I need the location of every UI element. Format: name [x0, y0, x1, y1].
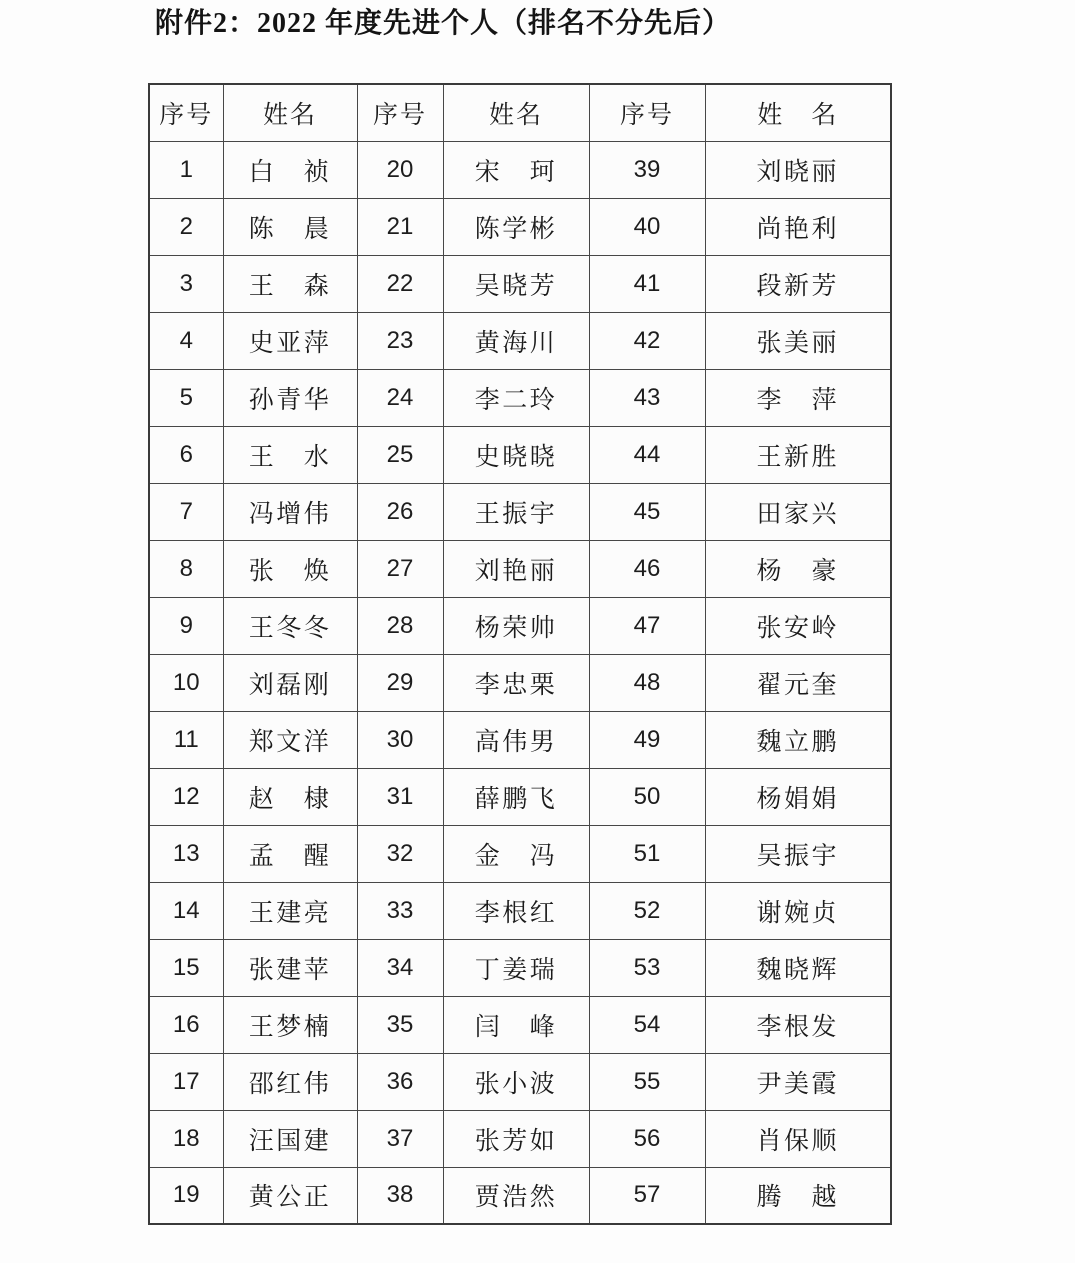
- serial-cell: 30: [357, 711, 443, 768]
- table-row: [149, 198, 891, 255]
- serial-cell: 19: [149, 1167, 223, 1224]
- name-cell: 丁姜瑞: [443, 939, 589, 996]
- serial-cell: 31: [357, 768, 443, 825]
- table-row: [149, 426, 891, 483]
- header-row: [149, 84, 891, 141]
- serial-cell: 17: [149, 1053, 223, 1110]
- name-cell: 翟元奎: [705, 654, 891, 711]
- name-cell: 腾 越: [705, 1167, 891, 1224]
- name-cell: 王 森: [223, 255, 357, 312]
- serial-cell: 57: [589, 1167, 705, 1224]
- serial-cell: 32: [357, 825, 443, 882]
- name-cell: 黄海川: [443, 312, 589, 369]
- name-cell: 陈 晨: [223, 198, 357, 255]
- header-cell: 姓 名: [705, 84, 891, 141]
- serial-cell: 38: [357, 1167, 443, 1224]
- name-cell: 白 祯: [223, 141, 357, 198]
- name-cell: 张美丽: [705, 312, 891, 369]
- name-cell: 郑文洋: [223, 711, 357, 768]
- serial-cell: 2: [149, 198, 223, 255]
- serial-cell: 10: [149, 654, 223, 711]
- name-cell: 闫 峰: [443, 996, 589, 1053]
- name-cell: 尹美霞: [705, 1053, 891, 1110]
- table-row: [149, 1110, 891, 1167]
- serial-cell: 13: [149, 825, 223, 882]
- serial-cell: 8: [149, 540, 223, 597]
- name-cell: 王建亮: [223, 882, 357, 939]
- serial-cell: 25: [357, 426, 443, 483]
- serial-cell: 40: [589, 198, 705, 255]
- name-cell: 魏立鹏: [705, 711, 891, 768]
- name-cell: 王新胜: [705, 426, 891, 483]
- name-cell: 王冬冬: [223, 597, 357, 654]
- name-cell: 冯增伟: [223, 483, 357, 540]
- name-cell: 杨 豪: [705, 540, 891, 597]
- name-cell: 杨荣帅: [443, 597, 589, 654]
- serial-cell: 43: [589, 369, 705, 426]
- serial-cell: 44: [589, 426, 705, 483]
- name-cell: 邵红伟: [223, 1053, 357, 1110]
- serial-cell: 11: [149, 711, 223, 768]
- table-row: [149, 1167, 891, 1224]
- name-cell: 高伟男: [443, 711, 589, 768]
- table-row: [149, 312, 891, 369]
- serial-cell: 55: [589, 1053, 705, 1110]
- table-row: [149, 540, 891, 597]
- table-row: [149, 825, 891, 882]
- header-cell: 序号: [149, 84, 223, 141]
- serial-cell: 52: [589, 882, 705, 939]
- serial-cell: 21: [357, 198, 443, 255]
- name-cell: 谢婉贞: [705, 882, 891, 939]
- serial-cell: 49: [589, 711, 705, 768]
- serial-cell: 48: [589, 654, 705, 711]
- name-cell: 刘晓丽: [705, 141, 891, 198]
- name-cell: 黄公正: [223, 1167, 357, 1224]
- table-row: [149, 255, 891, 312]
- table-row: [149, 768, 891, 825]
- table-row: [149, 1053, 891, 1110]
- serial-cell: 36: [357, 1053, 443, 1110]
- name-cell: 王 水: [223, 426, 357, 483]
- serial-cell: 27: [357, 540, 443, 597]
- header-cell: 姓名: [443, 84, 589, 141]
- name-cell: 张建苹: [223, 939, 357, 996]
- name-cell: 陈学彬: [443, 198, 589, 255]
- serial-cell: 16: [149, 996, 223, 1053]
- serial-cell: 54: [589, 996, 705, 1053]
- name-cell: 魏晓辉: [705, 939, 891, 996]
- table-row: [149, 597, 891, 654]
- name-cell: 李 萍: [705, 369, 891, 426]
- name-cell: 吴振宇: [705, 825, 891, 882]
- serial-cell: 24: [357, 369, 443, 426]
- name-cell: 肖保顺: [705, 1110, 891, 1167]
- name-cell: 孙青华: [223, 369, 357, 426]
- serial-cell: 35: [357, 996, 443, 1053]
- name-cell: 张安岭: [705, 597, 891, 654]
- name-cell: 张 焕: [223, 540, 357, 597]
- name-cell: 史亚萍: [223, 312, 357, 369]
- serial-cell: 28: [357, 597, 443, 654]
- header-cell: 序号: [357, 84, 443, 141]
- serial-cell: 22: [357, 255, 443, 312]
- name-cell: 张小波: [443, 1053, 589, 1110]
- table-row: [149, 939, 891, 996]
- name-cell: 孟 醒: [223, 825, 357, 882]
- name-cell: 杨娟娟: [705, 768, 891, 825]
- name-cell: 刘磊刚: [223, 654, 357, 711]
- serial-cell: 56: [589, 1110, 705, 1167]
- serial-cell: 7: [149, 483, 223, 540]
- name-cell: 王梦楠: [223, 996, 357, 1053]
- name-cell: 金 冯: [443, 825, 589, 882]
- serial-cell: 53: [589, 939, 705, 996]
- name-cell: 李二玲: [443, 369, 589, 426]
- name-cell: 刘艳丽: [443, 540, 589, 597]
- name-cell: 田家兴: [705, 483, 891, 540]
- serial-cell: 47: [589, 597, 705, 654]
- serial-cell: 3: [149, 255, 223, 312]
- table-row: [149, 882, 891, 939]
- name-cell: 李忠栗: [443, 654, 589, 711]
- table-row: [149, 483, 891, 540]
- header-cell: 姓名: [223, 84, 357, 141]
- serial-cell: 6: [149, 426, 223, 483]
- name-cell: 李根红: [443, 882, 589, 939]
- serial-cell: 1: [149, 141, 223, 198]
- serial-cell: 18: [149, 1110, 223, 1167]
- serial-cell: 33: [357, 882, 443, 939]
- name-cell: 史晓晓: [443, 426, 589, 483]
- name-cell: 赵 棣: [223, 768, 357, 825]
- serial-cell: 20: [357, 141, 443, 198]
- serial-cell: 45: [589, 483, 705, 540]
- serial-cell: 15: [149, 939, 223, 996]
- table-body: [149, 141, 891, 1224]
- serial-cell: 37: [357, 1110, 443, 1167]
- table-row: [149, 711, 891, 768]
- serial-cell: 34: [357, 939, 443, 996]
- table-row: [149, 369, 891, 426]
- serial-cell: 23: [357, 312, 443, 369]
- serial-cell: 29: [357, 654, 443, 711]
- serial-cell: 5: [149, 369, 223, 426]
- serial-cell: 39: [589, 141, 705, 198]
- name-cell: 宋 珂: [443, 141, 589, 198]
- header-cell: 序号: [589, 84, 705, 141]
- serial-cell: 14: [149, 882, 223, 939]
- name-cell: 贾浩然: [443, 1167, 589, 1224]
- serial-cell: 9: [149, 597, 223, 654]
- name-cell: 段新芳: [705, 255, 891, 312]
- name-cell: 汪国建: [223, 1110, 357, 1167]
- serial-cell: 50: [589, 768, 705, 825]
- serial-cell: 46: [589, 540, 705, 597]
- page-title: 附件2：2022 年度先进个人（排名不分先后）: [155, 8, 732, 39]
- table-row: [149, 654, 891, 711]
- table-row: [149, 141, 891, 198]
- serial-cell: 26: [357, 483, 443, 540]
- name-cell: 尚艳利: [705, 198, 891, 255]
- name-cell: 王振宇: [443, 483, 589, 540]
- serial-cell: 42: [589, 312, 705, 369]
- name-cell: 张芳如: [443, 1110, 589, 1167]
- name-cell: 吴晓芳: [443, 255, 589, 312]
- name-cell: 薛鹏飞: [443, 768, 589, 825]
- name-cell: 李根发: [705, 996, 891, 1053]
- advanced-individuals-table: [148, 83, 892, 1225]
- serial-cell: 41: [589, 255, 705, 312]
- serial-cell: 4: [149, 312, 223, 369]
- table-row: [149, 996, 891, 1053]
- serial-cell: 51: [589, 825, 705, 882]
- serial-cell: 12: [149, 768, 223, 825]
